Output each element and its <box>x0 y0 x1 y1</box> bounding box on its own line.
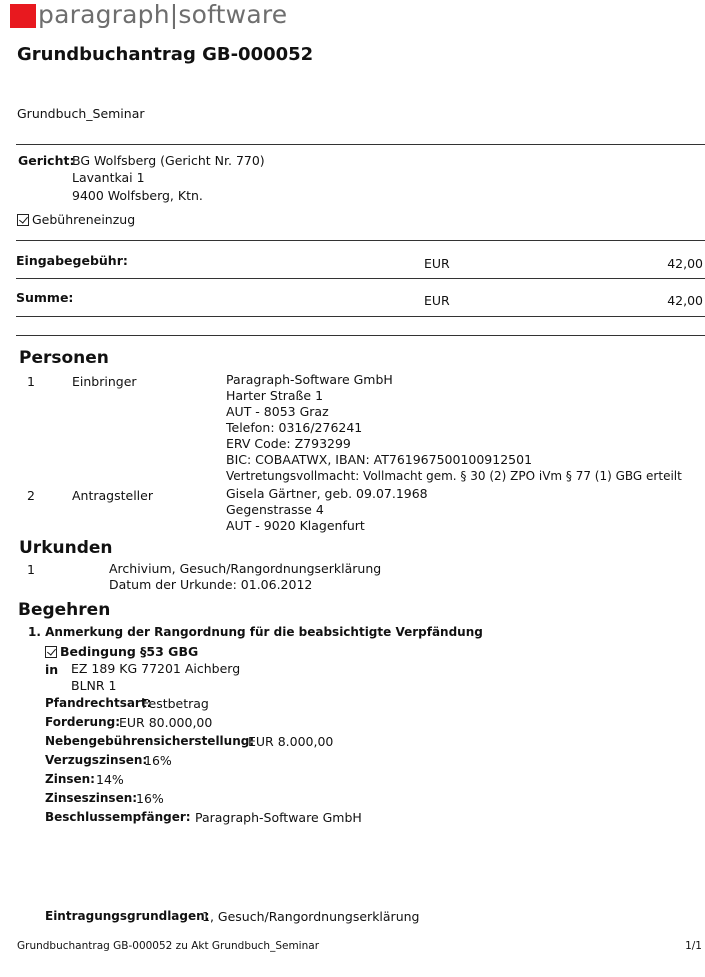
in-line: BLNR 1 <box>71 678 117 693</box>
divider <box>16 316 705 317</box>
urkunde-line: Archivium, Gesuch/Rangordnungserklärung <box>109 561 382 576</box>
sum-currency: EUR <box>424 293 450 308</box>
page-number: 1/1 <box>685 940 702 952</box>
eintragung-value: 1, Gesuch/Rangordnungserklärung <box>202 909 420 924</box>
subtitle: Grundbuch_Seminar <box>17 106 145 121</box>
field-value: 14% <box>96 772 124 787</box>
person-line: ERV Code: Z793299 <box>226 436 351 451</box>
field-value: EUR 80.000,00 <box>119 715 213 730</box>
field-label: Verzugszinsen: <box>45 753 148 767</box>
person-line: AUT - 8053 Graz <box>226 404 329 419</box>
urkunde-nr: 1 <box>27 562 35 577</box>
fee-amount: 42,00 <box>667 256 703 271</box>
field-value: 16% <box>136 791 164 806</box>
field-label: Zinsen: <box>45 772 95 786</box>
in-label: in <box>45 662 59 677</box>
in-line: EZ 189 KG 77201 Aichberg <box>71 661 241 676</box>
field-label: Beschlussempfänger: <box>45 810 191 824</box>
person-line: Gisela Gärtner, geb. 09.07.1968 <box>226 486 428 501</box>
person-line: AUT - 9020 Klagenfurt <box>226 518 365 533</box>
person-line: BIC: COBAATWX, IBAN: AT761967500100912501 <box>226 452 533 467</box>
field-value: Paragraph-Software GmbH <box>195 810 362 825</box>
gericht-line-2: Lavantkai 1 <box>72 170 145 185</box>
person-nr: 2 <box>27 488 35 503</box>
personen-heading: Personen <box>19 348 109 368</box>
field-label: Pfandrechtsart: <box>45 696 152 710</box>
fee-currency: EUR <box>424 256 450 271</box>
divider <box>16 335 705 336</box>
field-label: Zinseszinsen: <box>45 791 138 805</box>
eintragung-label: Eintragungsgrundlagen: <box>45 909 210 923</box>
sum-label: Summe: <box>16 290 74 305</box>
page-title: Grundbuchantrag GB-000052 <box>17 44 314 65</box>
divider <box>16 144 705 145</box>
logo: paragraph|software <box>38 0 288 29</box>
begehren-heading: Begehren <box>18 600 111 620</box>
person-nr: 1 <box>27 374 35 389</box>
logo-mark <box>10 4 36 28</box>
field-value: 16% <box>144 753 172 768</box>
gericht-label: Gericht: <box>18 153 75 168</box>
sum-amount: 42,00 <box>667 293 703 308</box>
urkunden-heading: Urkunden <box>19 538 113 558</box>
bedingung-checkbox[interactable] <box>45 646 57 658</box>
fee-checkbox[interactable] <box>17 214 29 226</box>
urkunde-line: Datum der Urkunde: 01.06.2012 <box>109 577 313 592</box>
person-line: Harter Straße 1 <box>226 388 324 403</box>
person-line: Telefon: 0316/276241 <box>226 420 363 435</box>
gericht-line-1: BG Wolfsberg (Gericht Nr. 770) <box>72 153 265 168</box>
divider <box>16 240 705 241</box>
begehren-item-title: 1. Anmerkung der Rangordnung für die beabsichtigte Verpfändung <box>28 625 483 639</box>
person-line: Vertretungsvollmacht: Vollmacht gem. § 30 (2) ZPO iVm § 77 (1) GBG erteilt <box>226 469 682 483</box>
field-label: Forderung: <box>45 715 120 729</box>
person-role: Antragsteller <box>72 488 153 503</box>
field-value: EUR 8.000,00 <box>248 734 334 749</box>
person-line: Gegenstrasse 4 <box>226 502 324 517</box>
field-value: Festbetrag <box>142 696 209 711</box>
divider <box>16 278 705 279</box>
footer-text: Grundbuchantrag GB-000052 zu Akt Grundbuch_Seminar <box>17 940 320 952</box>
person-line: Paragraph-Software GmbH <box>226 372 393 387</box>
gericht-line-3: 9400 Wolfsberg, Ktn. <box>72 188 203 203</box>
person-role: Einbringer <box>72 374 137 389</box>
fee-checkbox-label: Gebühreneinzug <box>32 212 136 227</box>
bedingung-label: Bedingung §53 GBG <box>60 644 199 659</box>
field-label: Nebengebührensicherstellung: <box>45 734 255 748</box>
fee-label: Eingabegebühr: <box>16 253 128 268</box>
